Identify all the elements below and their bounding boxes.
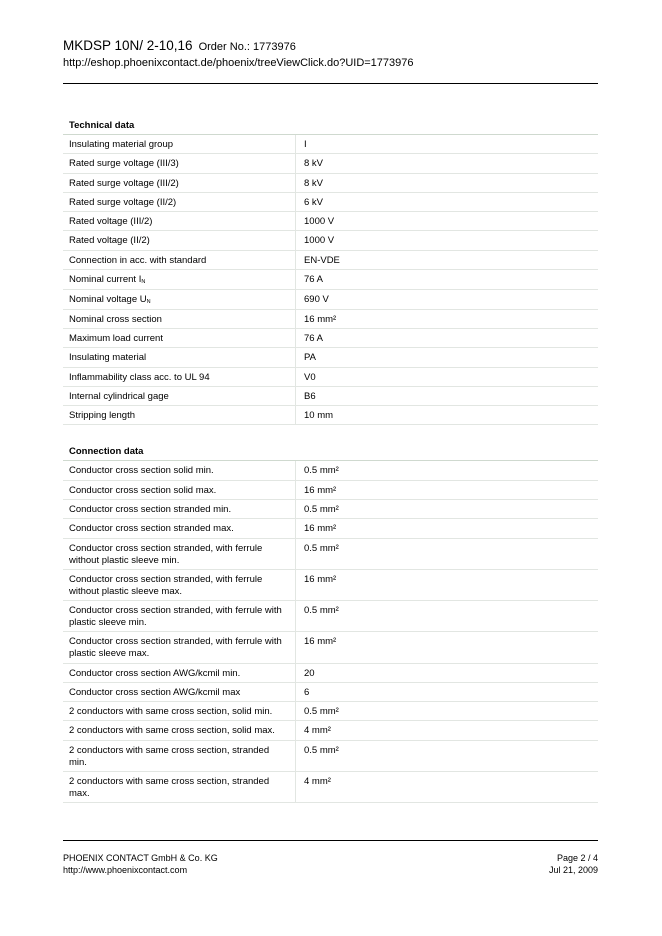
table-row: [63, 519, 598, 538]
table-row: [63, 741, 598, 772]
row-label: 2 conductors with same cross section, stranded max.: [63, 772, 296, 802]
row-value: 6: [304, 686, 310, 698]
row-value: 0.5 mm²: [304, 706, 339, 718]
row-label: Rated voltage (II/2): [63, 231, 296, 249]
row-label: Inflammability class acc. to UL 94: [63, 368, 296, 386]
footer-left: [63, 852, 218, 876]
row-value: 6 kV: [304, 196, 324, 208]
row-label: Rated surge voltage (III/3): [63, 154, 296, 172]
table-row: [63, 406, 598, 425]
table-row: [63, 231, 598, 250]
table-row: [63, 193, 598, 212]
row-label-text: Nominal current I: [69, 274, 142, 286]
table-row: [63, 601, 598, 632]
datasheet-content: [63, 110, 598, 803]
row-label: 2 conductors with same cross section, stranded min.: [63, 741, 296, 771]
table-row: [63, 212, 598, 231]
row-label-text: Nominal voltage U: [69, 293, 147, 305]
row-label: Conductor cross section AWG/kcmil max: [63, 683, 296, 701]
row-label: Rated voltage (III/2): [63, 212, 296, 230]
row-value: PA: [304, 352, 316, 364]
table-row: [63, 290, 598, 310]
row-label: [63, 270, 296, 289]
row-label: 2 conductors with same cross section, solid min.: [63, 702, 296, 720]
table-row: [63, 348, 598, 367]
row-label: Rated surge voltage (III/2): [63, 174, 296, 192]
header-divider: [63, 83, 598, 84]
row-label: Conductor cross section solid max.: [63, 481, 296, 499]
row-label: Internal cylindrical gage: [63, 387, 296, 405]
row-label-subscript: N: [146, 298, 151, 305]
row-label: Insulating material: [63, 348, 296, 366]
row-value: 16 mm²: [304, 573, 337, 585]
row-label: Rated surge voltage (II/2): [63, 193, 296, 211]
row-label: Conductor cross section stranded min.: [63, 500, 296, 518]
row-value: 10 mm: [304, 410, 334, 422]
table-row: [63, 683, 598, 702]
row-label: Nominal cross section: [63, 310, 296, 328]
page-number: Page 2 / 4: [556, 853, 598, 863]
row-value: 0.5 mm²: [304, 744, 339, 756]
row-value: 16 mm²: [304, 484, 337, 496]
table-row: [63, 772, 598, 803]
row-label: Conductor cross section stranded max.: [63, 519, 296, 537]
table-row: [63, 368, 598, 387]
row-label: 2 conductors with same cross section, solid max.: [63, 721, 296, 739]
row-value: B6: [304, 390, 316, 402]
row-value: 8 kV: [304, 177, 324, 189]
title-line: [63, 38, 598, 55]
row-label: Connection in acc. with standard: [63, 251, 296, 269]
order-number: Order No.: 1773976: [198, 41, 296, 53]
technical-data-heading: Technical data: [63, 110, 598, 135]
row-value: 76 A: [304, 332, 324, 344]
table-row: [63, 387, 598, 406]
table-row: [63, 174, 598, 193]
row-value: EN-VDE: [304, 254, 340, 266]
company-website[interactable]: http://www.phoenixcontact.com: [63, 865, 188, 875]
row-label: Conductor cross section solid min.: [63, 461, 296, 479]
row-value: I: [304, 139, 307, 150]
row-label-subscript: N: [141, 279, 146, 286]
row-value: 0.5 mm²: [304, 504, 339, 516]
row-value: 0.5 mm²: [304, 465, 339, 477]
row-value: 4 mm²: [304, 775, 331, 787]
row-value: 1000 V: [304, 216, 335, 228]
table-row: [63, 251, 598, 270]
row-value: 76 A: [304, 274, 324, 286]
row-label: Conductor cross section stranded, with ferrule without plastic sleeve max.: [63, 570, 296, 600]
row-value: 1000 V: [304, 235, 335, 247]
row-value: 0.5 mm²: [304, 605, 339, 617]
row-value: 16 mm²: [304, 636, 337, 648]
row-label: Conductor cross section stranded, with ferrule with plastic sleeve max.: [63, 632, 296, 662]
product-name: MKDSP 10N/ 2-10,16: [63, 38, 193, 53]
table-row: [63, 135, 598, 154]
row-value: 690 V: [304, 293, 329, 305]
table-row: [63, 154, 598, 173]
row-label: Conductor cross section stranded, with ferrule without plastic sleeve min.: [63, 539, 296, 569]
row-label: [63, 290, 296, 309]
row-value: V0: [304, 371, 316, 383]
row-label: Conductor cross section stranded, with ferrule with plastic sleeve min.: [63, 601, 296, 631]
row-value: 20: [304, 667, 315, 679]
print-date: Jul 21, 2009: [548, 865, 598, 875]
row-value: 8 kV: [304, 158, 324, 170]
table-row: [63, 702, 598, 721]
table-row: [63, 310, 598, 329]
row-label: Conductor cross section AWG/kcmil min.: [63, 664, 296, 682]
row-value: 0.5 mm²: [304, 542, 339, 554]
company-name: PHOENIX CONTACT GmbH & Co. KG: [63, 853, 218, 863]
row-value: 4 mm²: [304, 725, 331, 737]
product-url[interactable]: http://eshop.phoenixcontact.de/phoenix/treeViewClick.do?UID=1773976: [63, 57, 414, 69]
row-label: Insulating material group: [63, 135, 296, 153]
table-row: [63, 632, 598, 663]
row-label: Stripping length: [63, 406, 296, 424]
footer-divider: [63, 840, 598, 841]
row-value: 16 mm²: [304, 313, 337, 325]
table-row: [63, 329, 598, 348]
table-row: [63, 721, 598, 740]
table-row: [63, 539, 598, 570]
page-header: [63, 38, 598, 70]
row-value: 16 mm²: [304, 523, 337, 535]
row-label: Maximum load current: [63, 329, 296, 347]
table-row: [63, 481, 598, 500]
table-row: [63, 270, 598, 290]
table-row: [63, 570, 598, 601]
table-row: [63, 461, 598, 480]
table-row: [63, 500, 598, 519]
footer-right: [549, 852, 598, 876]
table-row: [63, 664, 598, 683]
connection-data-heading: Connection data: [63, 425, 598, 461]
